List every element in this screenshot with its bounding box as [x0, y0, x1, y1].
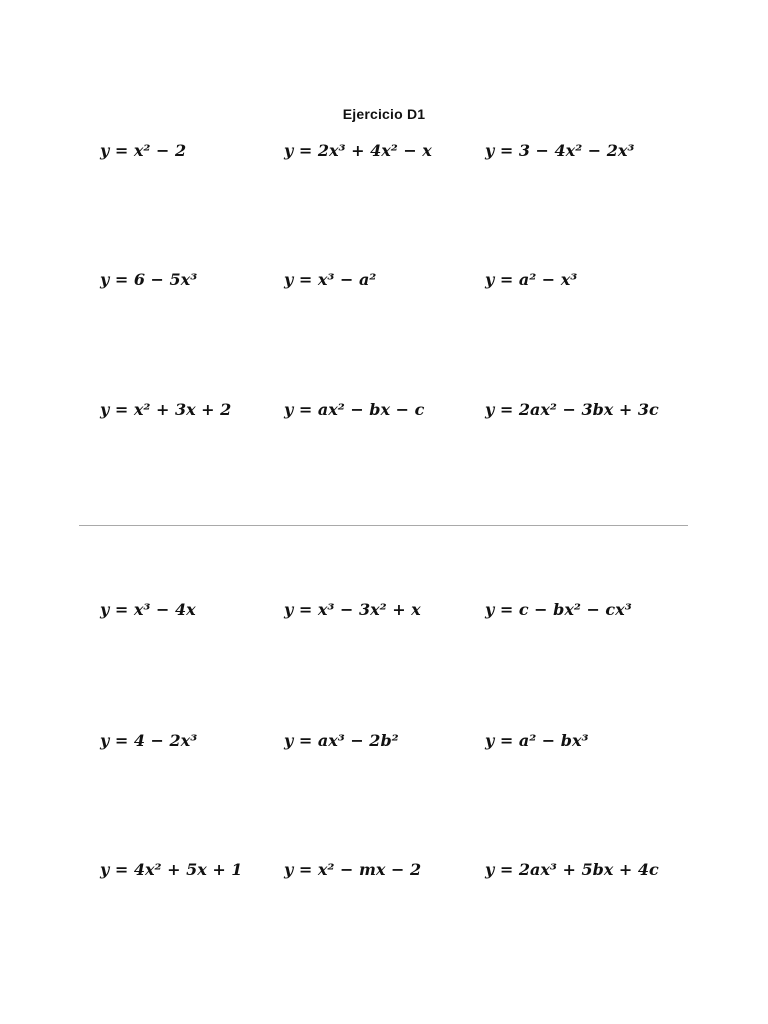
equation: y = x² − 2	[100, 141, 187, 160]
equation-row	[0, 139, 768, 163]
equation: y = x³ − 3x² + x	[284, 600, 421, 619]
equation: y = 4x² + 5x + 1	[100, 860, 243, 879]
equation: y = 2ax² − 3bx + 3c	[485, 400, 659, 419]
equation: y = a² − bx³	[485, 731, 589, 750]
equation: y = 2x³ + 4x² − x	[284, 141, 432, 160]
equation-row	[0, 858, 768, 882]
equation: y = 4 − 2x³	[100, 731, 198, 750]
equation: y = ax² − bx − c	[284, 400, 425, 419]
equation-row	[0, 268, 768, 292]
equation: y = a² − x³	[485, 270, 578, 289]
equation-row	[0, 729, 768, 753]
page-title: Ejercicio D1	[342, 106, 426, 122]
equation: y = x³ − 4x	[100, 600, 196, 619]
equation: y = x² + 3x + 2	[100, 400, 232, 419]
equation: y = 2ax³ + 5bx + 4c	[485, 860, 659, 879]
equation: y = x³ − a²	[284, 270, 377, 289]
equation: y = 3 − 4x² − 2x³	[485, 141, 635, 160]
equation-row	[0, 398, 768, 422]
equation-row	[0, 598, 768, 622]
section-divider	[79, 525, 688, 526]
equation: y = x² − mx − 2	[284, 860, 422, 879]
equation: y = 6 − 5x³	[100, 270, 198, 289]
equation: y = c − bx² − cx³	[485, 600, 632, 619]
equation: y = ax³ − 2b²	[284, 731, 399, 750]
